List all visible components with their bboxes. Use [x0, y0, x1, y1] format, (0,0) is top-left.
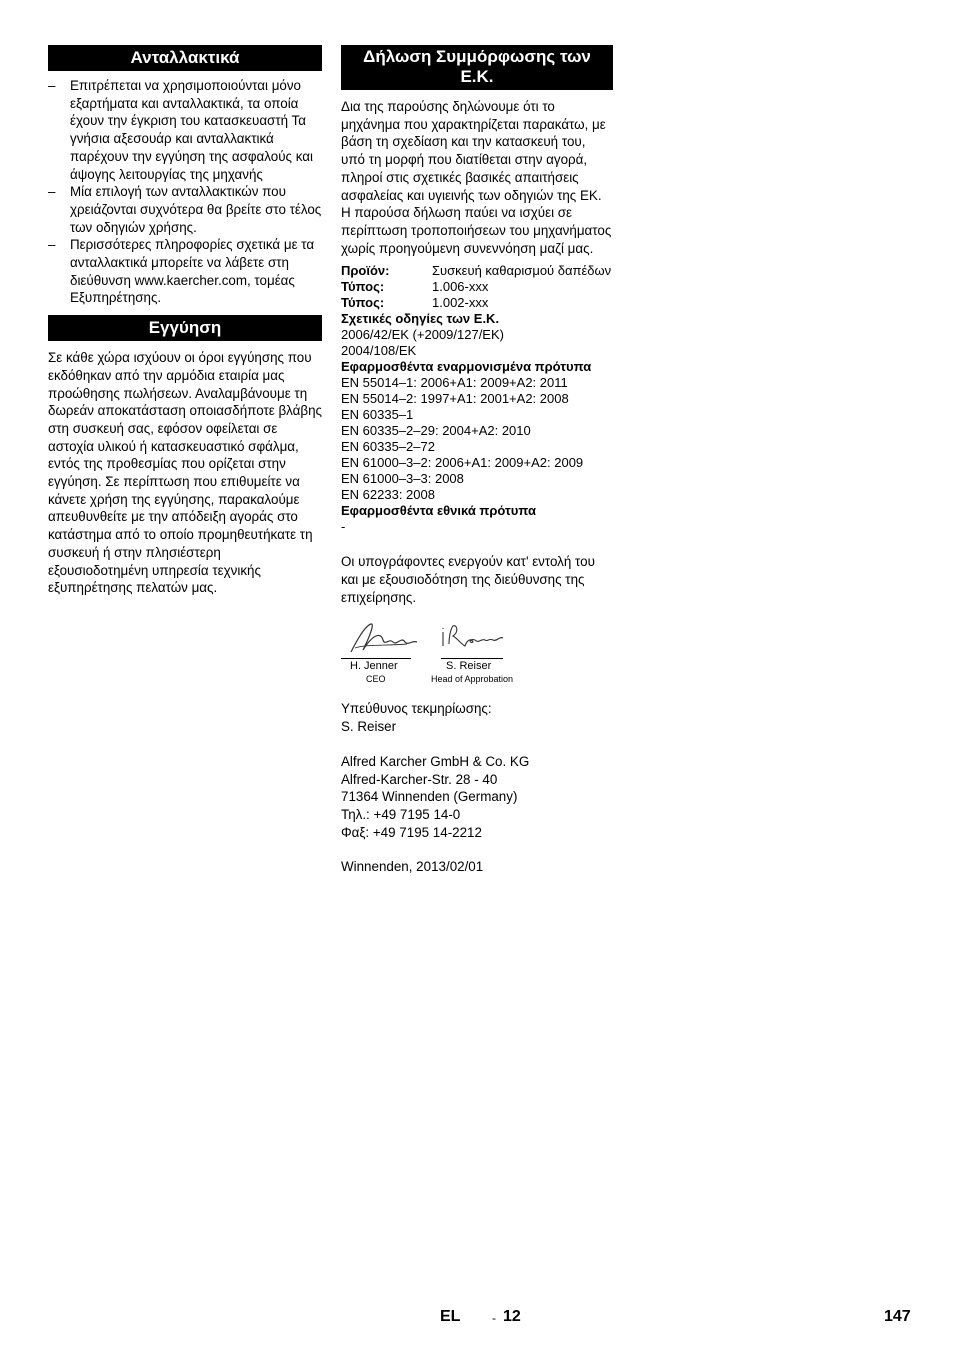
documentation-block — [341, 700, 613, 735]
dash-marker: – — [48, 78, 56, 93]
dash-marker: – — [48, 237, 56, 253]
type-label: Τύπος: — [341, 279, 385, 295]
warranty-heading: Εγγύηση — [48, 315, 322, 341]
footer-section-page: 12 — [503, 1308, 521, 1325]
standard-item: EN 61000–3–3: 2008 — [341, 471, 464, 487]
page-number: 147 — [884, 1308, 911, 1325]
type-row — [341, 295, 613, 311]
signature-line — [441, 658, 503, 659]
address-line: Τηλ.: +49 7195 14-0 — [341, 806, 461, 822]
standard-item: EN 62233: 2008 — [341, 487, 435, 503]
list-item-text: Επιτρέπεται να χρησιμοποιούνται μόνο εξαρτήματα και ανταλλακτικά, τα οποία έχουν την έγκριση του κατασκευαστή Τα γνήσια αξεσουάρ και ανταλλακτικά παρέχουν την εγγύηση της ασφαλούς και άψογης λειτουργίας της μηχανής — [70, 78, 313, 182]
list-item — [48, 183, 322, 236]
product-label: Προϊόν: — [341, 263, 390, 279]
address-block — [341, 753, 613, 842]
product-value: Συσκευή καθαρισμού δαπέδων — [432, 263, 612, 279]
list-item — [48, 77, 322, 183]
signer-role: CEO — [366, 674, 386, 685]
address-line: Alfred Karcher GmbH & Co. KG — [341, 753, 530, 769]
directive-item: 2006/42/ΕΚ (+2009/127/ΕΚ) — [341, 327, 504, 343]
right-column — [341, 45, 613, 876]
national-label: Εφαρμοσθέντα εθνικά πρότυπα — [341, 503, 536, 519]
signature-block — [341, 620, 613, 685]
signer-role: Head of Approbation — [431, 674, 514, 685]
footer-language: EL — [440, 1308, 461, 1325]
harmonized-label: Εφαρμοσθέντα εναρμονισμένα πρότυπα — [341, 359, 592, 375]
dash-marker: – — [48, 184, 56, 200]
directives-label: Σχετικές οδηγίες των Ε.Κ. — [341, 311, 500, 327]
directive-item: 2004/108/ΕΚ — [341, 343, 417, 359]
type-value: 1.006-xxx — [432, 279, 489, 295]
standard-item: EN 60335–2–72 — [341, 439, 435, 455]
warranty-text: Σε κάθε χώρα ισχύουν οι όροι εγγύησης που εκδόθηκαν από την αρμόδια εταιρία μας προώθησης πωλήσεων. Αναλαμβάνουμε τη δωρεάν αποκατάσταση οποιασδήποτε βλάβης στη συσκευή σας, εφόσον οφείλεται σε αστοχία υλικού ή κατασκευαστικό σφάλμα, εντός της προθεσμίας που ορίζεται στην εγγύηση. Σε περίπτωση που επιθυμείτε να κάνετε χρήση της εγγύησης, παρακαλούμε απευθυνθείτε με την απόδειξη αγοράς στο κατάστημα από το οποίο προμηθευτήκατε τη συσκευή ή στην πλησιέστερη εξουσιοδοτημένη υπηρεσία τεχνικής εξυπηρέτησης πελατών μας. — [48, 350, 323, 596]
standard-item: EN 55014–2: 1997+A1: 2001+A2: 2008 — [341, 391, 569, 407]
type-value: 1.002-xxx — [432, 295, 489, 311]
standard-item: EN 60335–1 — [341, 407, 414, 423]
declaration-details — [341, 263, 613, 535]
signature-jenner — [347, 620, 419, 658]
address-line: Φαξ: +49 7195 14-2212 — [341, 824, 482, 840]
list-item — [48, 236, 322, 307]
address-line: Alfred-Karcher-Str. 28 - 40 — [341, 771, 498, 787]
product-row — [341, 263, 613, 279]
standard-item: EN 61000–3–2: 2006+A1: 2009+A2: 2009 — [341, 455, 584, 471]
declaration-heading: Δήλωση Συμμόρφωσης των Ε.Κ. — [341, 45, 613, 90]
type-label: Τύπος: — [341, 295, 385, 311]
left-column — [48, 45, 322, 597]
spare-parts-list — [48, 77, 322, 307]
declaration-intro: Δια της παρούσης δηλώνουμε ότι το μηχάνημα που χαρακτηρίζεται παρακάτω, με βάση τη σχεδίαση και την κατασκευή του, υπό τη μορφή που διατίθεται στην αγορά, πληροί στις σχετικές βασικές απαιτήσεις ασφαλείας και υγιεινής των οδηγιών της ΕΚ. Η παρούσα δήλωση παύει να ισχύει σε περίπτωση τροποποιήσεων του μηχανήματος χωρίς προηγούμενη συνεννόηση μαζί μας. — [341, 99, 612, 256]
address-line: 71364 Winnenden (Germany) — [341, 789, 518, 805]
national-value: - — [341, 519, 346, 535]
standard-item: EN 55014–1: 2006+A1: 2009+A2: 2011 — [341, 375, 568, 391]
signature-line — [341, 658, 411, 659]
type-row — [341, 279, 613, 295]
documentation-label: Υπεύθυνος τεκμηρίωσης: — [341, 701, 492, 717]
footer-dash: - — [492, 1311, 496, 1325]
documentation-person: S. Reiser — [341, 719, 397, 735]
list-item-text: Περισσότερες πληροφορίες σχετικά με τα ανταλλακτικά μπορείτε να λάβετε στη διεύθυνση www.kaercher.com, τομέας Εξυπηρέτησης. — [70, 237, 315, 306]
standard-item: EN 60335–2–29: 2004+A2: 2010 — [341, 423, 531, 439]
signer-name: H. Jenner — [350, 660, 398, 673]
signer-name: S. Reiser — [446, 660, 492, 673]
spare-parts-heading: Ανταλλακτικά — [48, 45, 322, 71]
signatories-text: Οι υπογράφοντες ενεργούν κατ' εντολή του και με εξουσιοδότηση της διεύθυνσης της επιχείρησης. — [341, 554, 595, 605]
place-date: Winnenden, 2013/02/01 — [341, 859, 484, 875]
signature-reiser — [439, 622, 505, 652]
list-item-text: Μία επιλογή των ανταλλακτικών που χρειάζονται συχνότερα θα βρείτε στο τέλος των οδηγιών χρήσης. — [70, 184, 322, 235]
